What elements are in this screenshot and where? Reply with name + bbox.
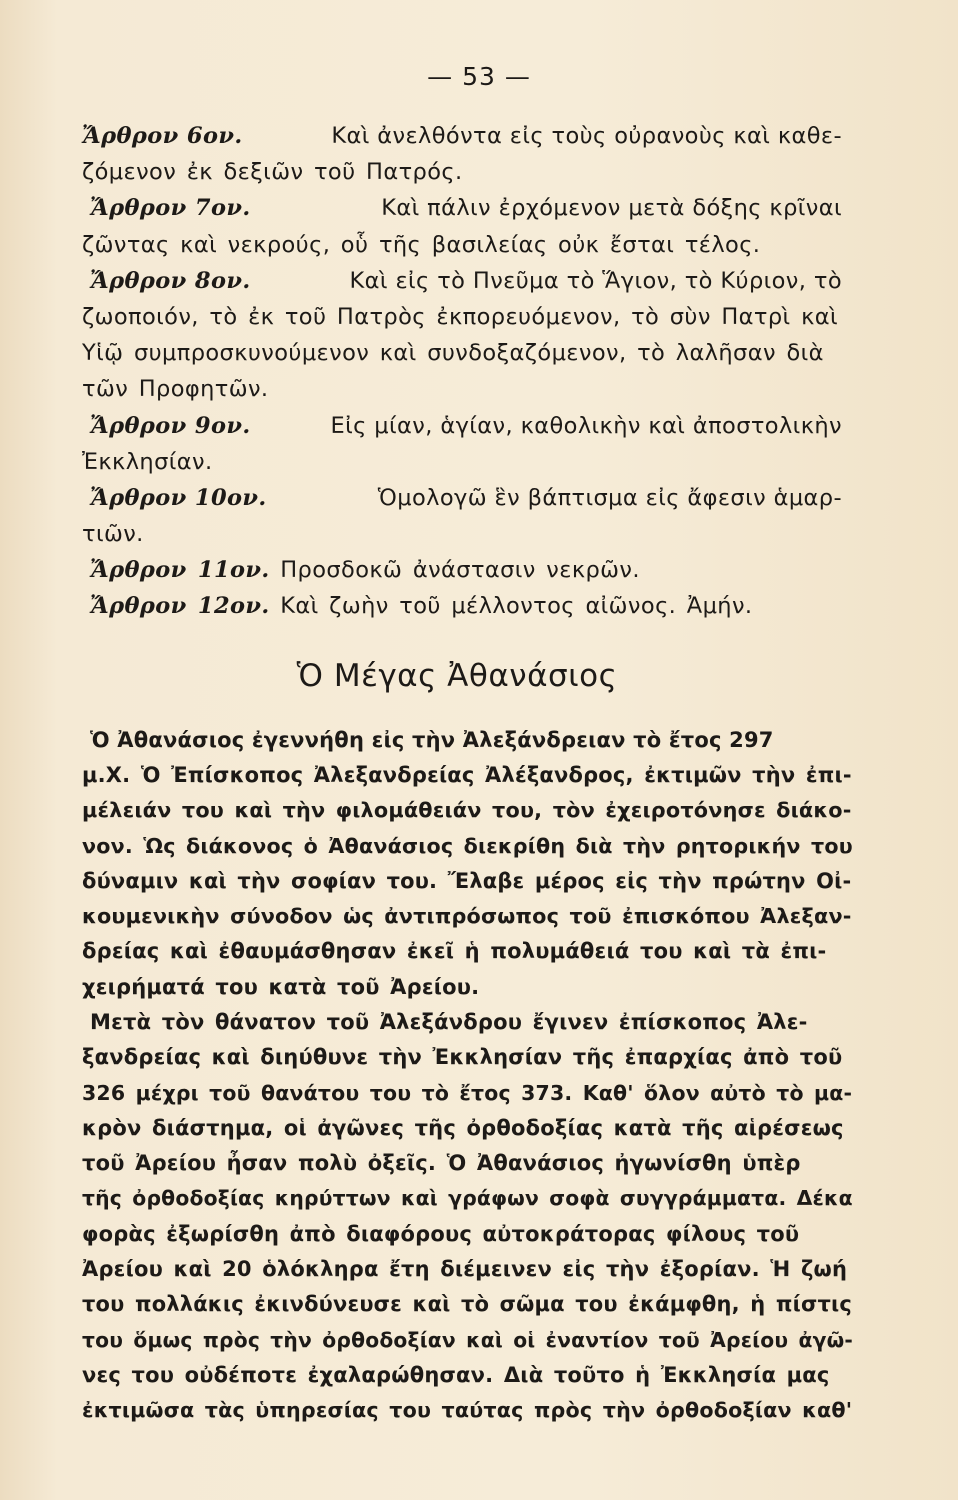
body-line-5: δύναμιν καὶ τὴν σοφίαν του. Ἔλαβε μέρος εἰς τὴν πρώτην Οἰ- [82, 868, 852, 893]
article-10-label: Ἄρθρον 10ον. [90, 484, 267, 511]
body-line-13: τοῦ Ἀρείου ἦσαν πολὺ ὀξεῖς. Ὁ Ἀθανάσιος ἠγωνίσθη ὑπὲρ [82, 1151, 801, 1176]
body-line-19: νες του οὐδέποτε ἐχαλαρώθησαν. Διὰ τοῦτο ἡ Ἐκκλησία μας [82, 1362, 830, 1387]
body-line-18: του ὅμως πρὸς τὴν ὀρθοδοξίαν καὶ οἱ ἐναντίον τοῦ Ἀρείου ἀγῶ- [82, 1327, 854, 1352]
page-number: — 53 — [427, 62, 531, 91]
body-line-11: 326 μέχρι τοῦ θανάτου του τὸ ἔτος 373. Καθ' ὅλον αὐτὸ τὸ μα- [82, 1080, 853, 1105]
body-line-8: χειρήματά του κατὰ τοῦ Ἀρείου. [82, 974, 480, 999]
body-line-16: Ἀρείου καὶ 20 ὁλόκληρα ἔτη διέμεινεν εἰς τὴν ἐξορίαν. Ἡ ζωή [82, 1257, 848, 1282]
article-7-line-1: Ἄρθρον 7ον. Καὶ πάλιν ἐρχόμενον μετὰ δόξης κρῖναι [82, 190, 842, 226]
article-6-label: Ἄρθρον 6ον. [82, 123, 243, 149]
body-line-12: κρὸν διάστημα, οἱ ἀγῶνες τῆς ὀρθοδοξίας κατὰ τῆς αἱρέσεως [82, 1115, 844, 1140]
body-line-20: ἐκτιμῶσα τὰς ὑπηρεσίας του ταύτας πρὸς τὴν ὀρθοδοξίαν καθ' [82, 1398, 853, 1423]
body-line-17: του πολλάκις ἐκινδύνευσε καὶ τὸ σῶμα του ἐκάμφθη, ἡ πίστις [82, 1292, 853, 1317]
section-gap [82, 625, 842, 643]
body-line-15: φορὰς ἐξωρίσθη ἀπὸ διαφόρους αὐτοκράτορας φίλους τοῦ [82, 1221, 800, 1246]
article-9-line-2: Ἐκκλησίαν. [82, 448, 213, 475]
body-line-3: μέλειάν του καὶ τὴν φιλομάθειάν του, τὸν ἐχειροτόνησε διάκο- [82, 798, 852, 823]
body-line-6: κουμενικὴν σύνοδον ὡς ἀντιπρόσωπος τοῦ ἐπισκόπου Ἀλεξαν- [82, 904, 852, 929]
article-6-line-1: Ἄρθρον 6ον. Καὶ ἀνελθόντα εἰς τοὺς οὐρανοὺς καὶ καθε- [82, 118, 842, 154]
body-line-4: νον. Ὡς διάκονος ὁ Ἀθανάσιος διεκρίθη διὰ τὴν ρητορικήν του [82, 833, 853, 858]
article-8-line-3: Υἱῷ συμπροσκυνούμενον καὶ συνδοξαζόμενον, τὸ λαλῆσαν διὰ [82, 340, 824, 367]
body-line-10: ξανδρείας καὶ διηύθυνε τὴν Ἐκκλησίαν τῆς ἐπαρχίας ἀπὸ τοῦ [82, 1045, 843, 1070]
article-7-label: Ἄρθρον 7ον. [90, 195, 251, 222]
article-8-label: Ἄρθρον 8ον. [90, 267, 251, 294]
body-line-1: Ὁ Ἀθανάσιος ἐγεννήθη εἰς τὴν Ἀλεξάνδρειαν τὸ ἔτος 297 [90, 727, 774, 752]
article-10-line-2: τιῶν. [82, 521, 144, 548]
article-9-line-1: Ἄρθρον 9ον. Εἰς μίαν, ἁγίαν, καθολικὴν καὶ ἀποστολικὴν [82, 408, 842, 444]
article-7-line-2: ζῶντας καὶ νεκρούς, οὗ τῆς βασιλείας οὐκ ἔσται τέλος. [82, 231, 761, 258]
section-heading: Ὁ Μέγας Ἀθανάσιος [296, 657, 618, 694]
biography-text [82, 723, 854, 1429]
article-11-line-1: Ἄρθρον 11ον. Προσδοκῶ ἀνάστασιν νεκρῶν. [90, 557, 640, 584]
article-8-line-2: ζωοποιόν, τὸ ἐκ τοῦ Πατρὸς ἐκπορευόμενον, τὸ σὺν Πατρὶ καὶ [82, 303, 838, 330]
page-content [82, 118, 854, 1429]
body-line-7: δρείας καὶ ἐθαυμάσθησαν ἐκεῖ ἡ πολυμάθειά του καὶ τὰ ἐπι- [82, 939, 827, 964]
article-6-line-2: ζόμενον ἐκ δεξιῶν τοῦ Πατρός. [82, 159, 463, 186]
heading-gap [82, 709, 842, 723]
article-10-line-1: Ἄρθρον 10ον. Ὁμολογῶ ἓν βάπτισμα εἰς ἄφεσιν ἁμαρ- [82, 480, 842, 516]
article-12-label: Ἄρθρον 12ον. [90, 593, 270, 620]
article-9-label: Ἄρθρον 9ον. [90, 412, 251, 439]
article-11-label: Ἄρθρον 11ον. [90, 557, 270, 584]
body-line-14: τῆς ὀρθοδοξίας κηρύττων καὶ γράφων σοφὰ συγγράμματα. Δέκα [82, 1186, 853, 1211]
body-line-9: Μετὰ τὸν θάνατον τοῦ Ἀλεξάνδρου ἔγινεν ἐπίσκοπος Ἀλε- [90, 1010, 808, 1034]
body-line-2: μ.Χ. Ὁ Ἐπίσκοπος Ἀλεξανδρείας Ἀλέξανδρος, ἐκτιμῶν τὴν ἐπι- [82, 762, 852, 787]
article-8-line-1: Ἄρθρον 8ον. Καὶ εἰς τὸ Πνεῦμα τὸ Ἅγιον, τὸ Κύριον, τὸ [82, 263, 842, 299]
article-12-line-1: Ἄρθρον 12ον. Καὶ ζωὴν τοῦ μέλλοντος αἰῶνος. Ἀμήν. [90, 593, 753, 620]
article-8-line-4: τῶν Προφητῶν. [82, 376, 269, 403]
